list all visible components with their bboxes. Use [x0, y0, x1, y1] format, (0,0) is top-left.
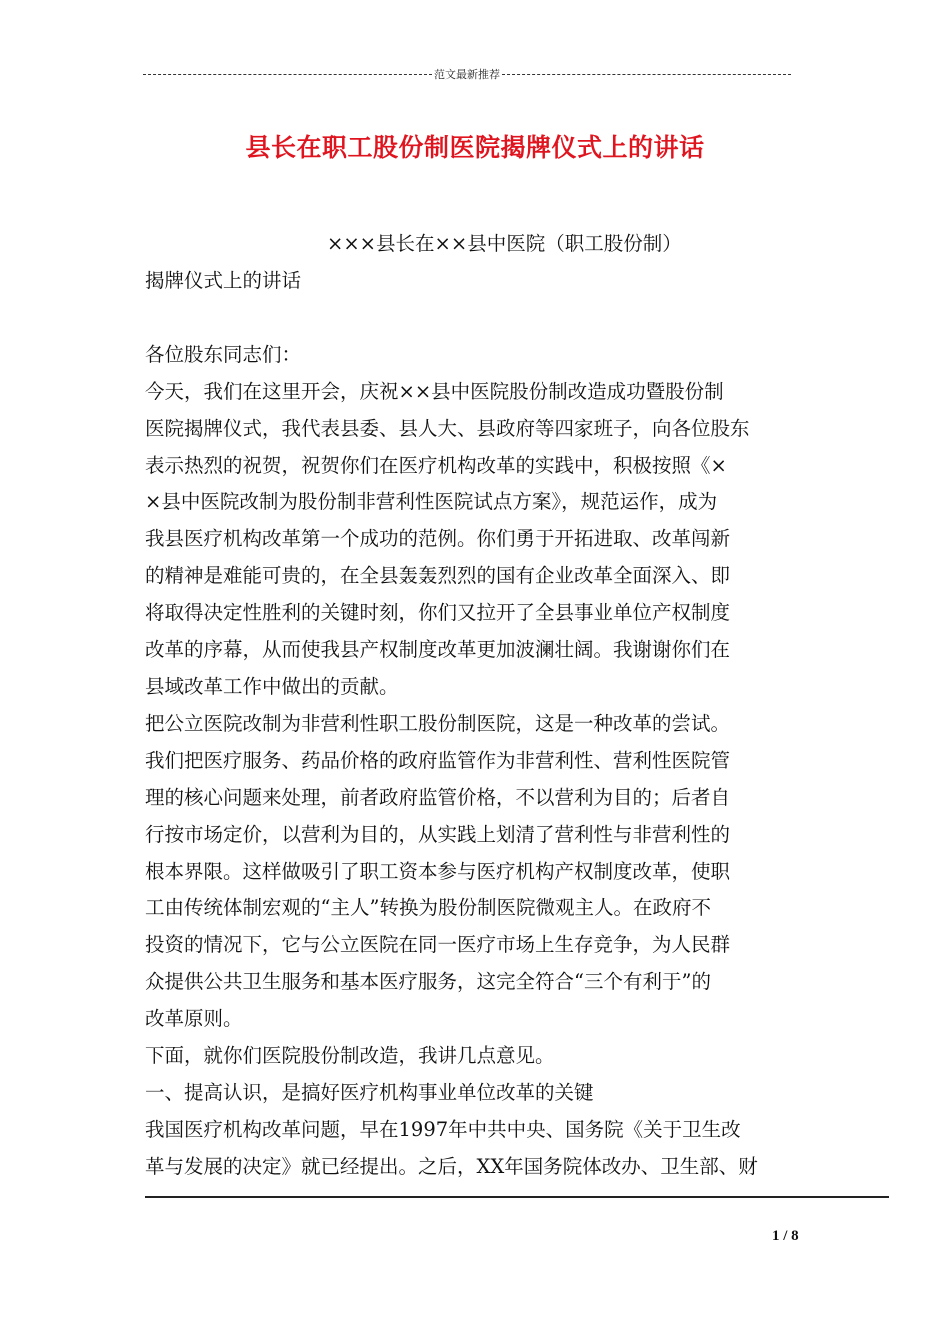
body-line: 县域改革工作中做出的贡献。	[145, 674, 399, 698]
body-line: 我县医疗机构改革第一个成功的范例。你们勇于开拓进取、改革闯新	[145, 527, 731, 551]
document-title: 县长在职工股份制医院揭牌仪式上的讲话	[245, 133, 705, 162]
body-line: 工由传统体制宏观的“主人”转换为股份制医院微观主人。在政府不	[145, 896, 711, 920]
section-heading: 一、提高认识，是搞好医疗机构事业单位改革的关键	[145, 1080, 594, 1104]
body-line: 投资的情况下，它与公立医院在同一医疗市场上生存竞争，为人民群	[145, 933, 731, 957]
body-line: 医院揭牌仪式，我代表县委、县人大、县政府等四家班子，向各位股东	[145, 416, 750, 440]
body-line: 理的核心问题来处理，前者政府监管价格，不以营利为目的；后者自	[145, 785, 731, 809]
subtitle-line: ×××县长在××县中医院（职工股份制）	[327, 232, 682, 255]
header-dash-right	[502, 74, 791, 75]
body-line: 根本界限。这样做吸引了职工资本参与医疗机构产权制度改革，使职	[145, 859, 731, 883]
body-line: 改革的序幕，从而使我县产权制度改革更加波澜壮阔。我谢谢你们在	[145, 638, 731, 662]
footer-divider	[145, 1196, 889, 1198]
body-line: 改革原则。	[145, 1007, 243, 1031]
subtitle-line: 揭牌仪式上的讲话	[145, 268, 302, 292]
body-line: 表示热烈的祝贺，祝贺你们在医疗机构改革的实践中，积极按照《×	[145, 453, 727, 477]
body-line: 把公立医院改制为非营利性职工股份制医院，这是一种改革的尝试。	[145, 711, 731, 735]
body-line: 我们把医疗服务、药品价格的政府监管作为非营利性、营利性医院管	[145, 748, 731, 772]
body-line: 众提供公共卫生服务和基本医疗服务，这完全符合“三个有利于”的	[145, 970, 711, 994]
body-line: 行按市场定价，以营利为目的，从实践上划清了营利性与非营利性的	[145, 822, 731, 846]
body-line: 下面，就你们医院股份制改造，我讲几点意见。	[145, 1044, 555, 1068]
document-body	[145, 226, 810, 1186]
salutation: 各位股东同志们：	[145, 342, 302, 366]
page-number: 1 / 8	[772, 1228, 799, 1244]
body-line: 的精神是难能可贵的，在全县轰轰烈烈的国有企业改革全面深入、即	[145, 564, 731, 588]
body-line: 将取得决定性胜利的关键时刻，你们又拉开了全县事业单位产权制度	[145, 601, 731, 625]
header-text: 范文最新推荐	[434, 68, 500, 81]
body-line: 革与发展的决定》就已经提出。之后，XX年国务院体改办、卫生部、财	[145, 1154, 758, 1178]
body-line: ×县中医院改制为股份制非营利性医院试点方案》，规范运作，成为	[145, 490, 718, 514]
header-dash-left	[143, 74, 432, 75]
body-line: 我国医疗机构改革问题，早在1997年中共中央、国务院《关于卫生改	[145, 1117, 741, 1141]
page-header	[143, 66, 791, 82]
body-line: 今天，我们在这里开会，庆祝××县中医院股份制改造成功暨股份制	[145, 379, 724, 403]
paragraph-gap	[145, 300, 810, 337]
